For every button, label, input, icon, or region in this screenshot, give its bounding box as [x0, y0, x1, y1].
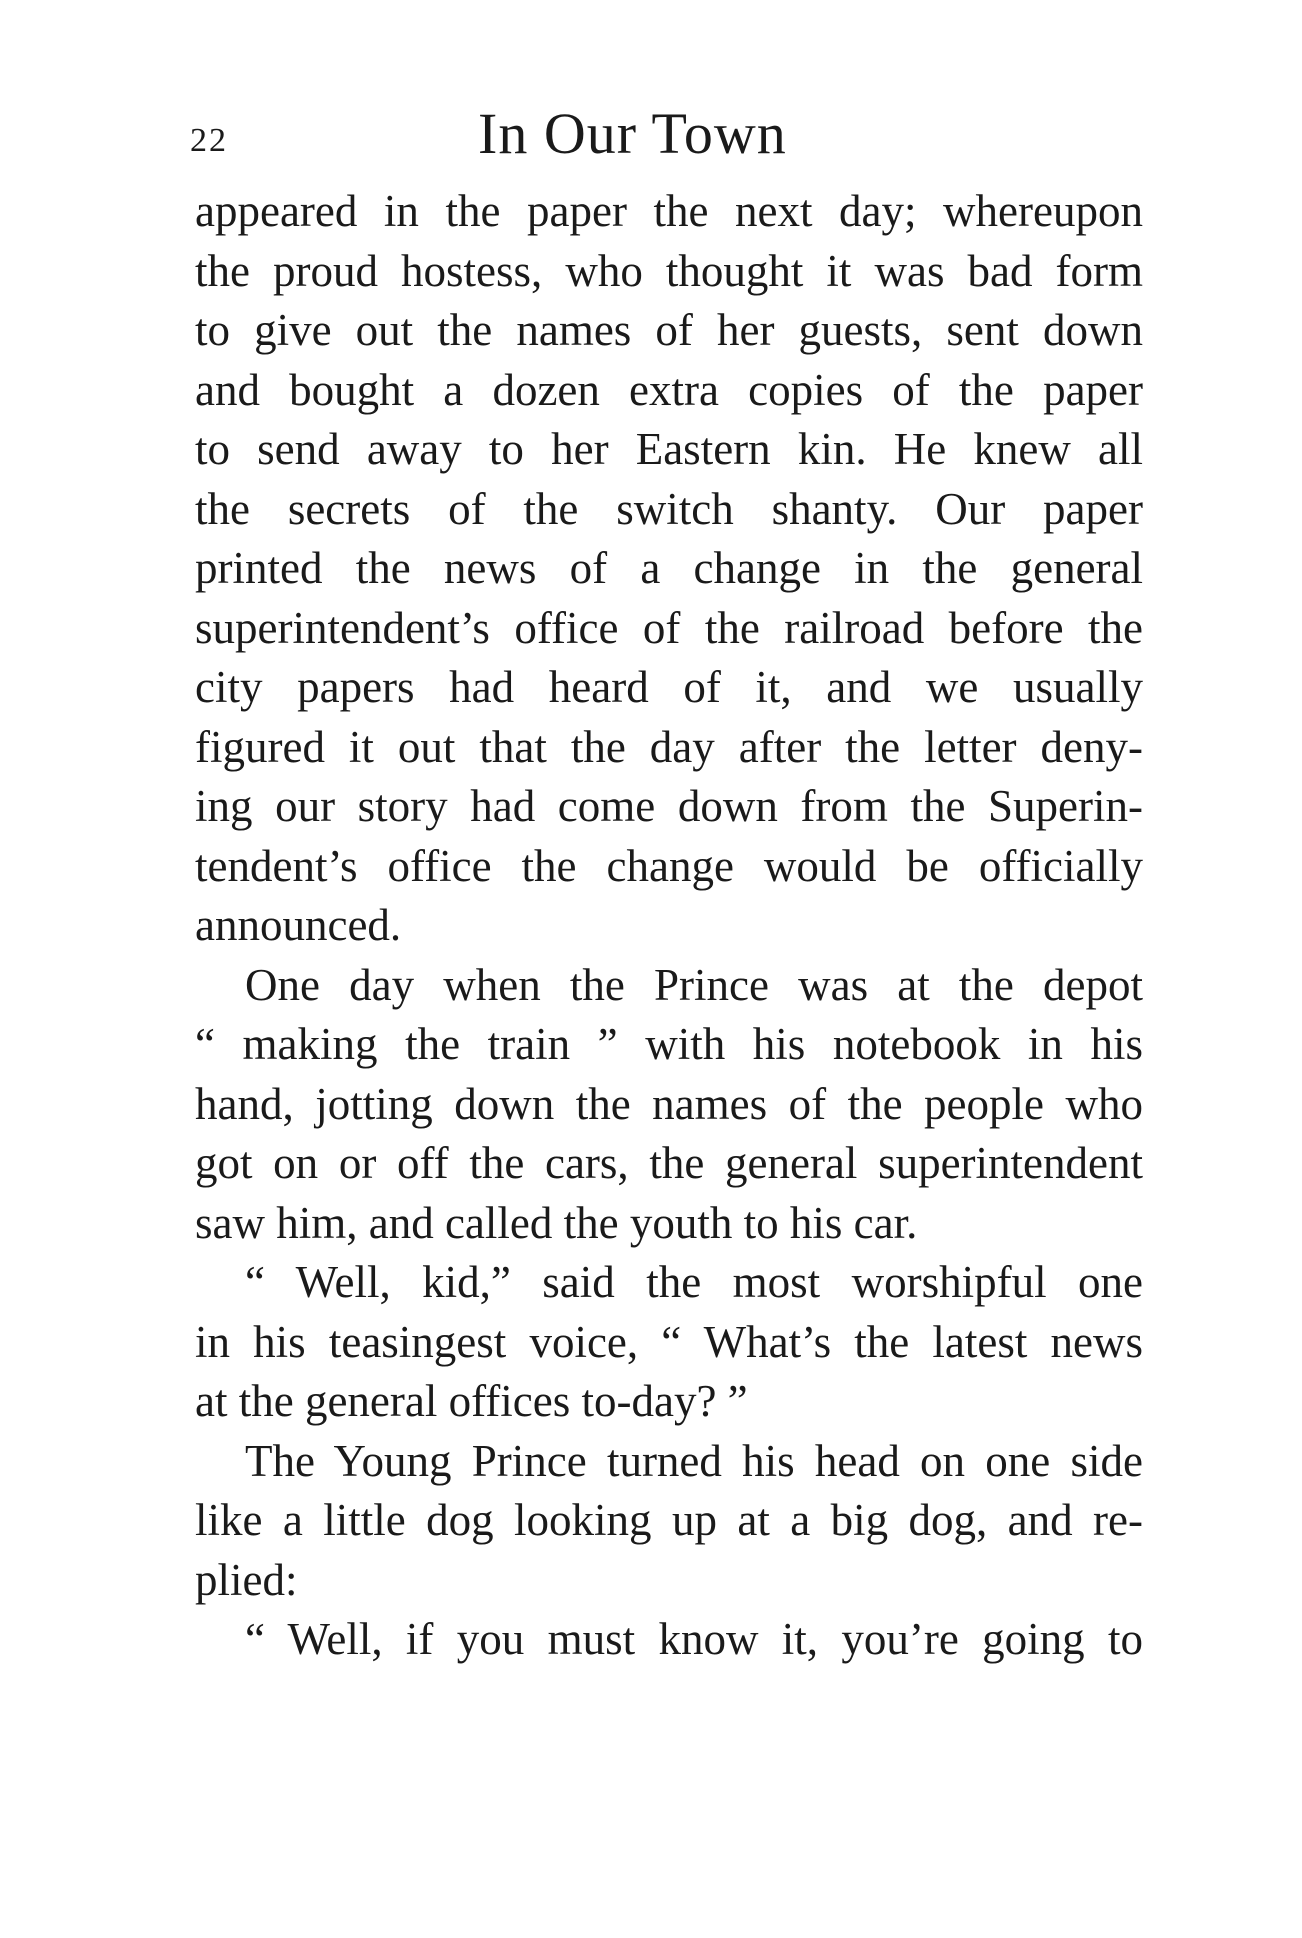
- text-line: the secrets of the switch shanty. Our paper: [195, 483, 1143, 534]
- text-line: got on or off the cars, the general superintendent: [195, 1138, 1143, 1188]
- text-line: tendent’s office the change would be officially: [195, 840, 1143, 891]
- text-line: One day when the Prince was at the depot: [245, 959, 1143, 1010]
- text-line: and bought a dozen extra copies of the paper: [195, 364, 1143, 415]
- text-line: figured it out that the day after the letter deny-: [195, 721, 1143, 772]
- text-line: appeared in the paper the next day; whereupon: [195, 186, 1143, 236]
- text-line: The Young Prince turned his head on one side: [245, 1435, 1143, 1486]
- text-line: like a little dog looking up at a big dog, and re-: [195, 1495, 1143, 1545]
- text-line: hand, jotting down the names of the people who: [195, 1078, 1143, 1129]
- page-header: [190, 100, 1150, 170]
- text-line: printed the news of a change in the general: [195, 543, 1143, 593]
- text-line: “ making the train ” with his notebook in his: [195, 1019, 1143, 1069]
- text-line: announced.: [195, 900, 402, 950]
- text-line: “ Well, if you must know it, you’re going to: [245, 1614, 1143, 1664]
- text-line: “ Well, kid,” said the most worshipful one: [245, 1257, 1143, 1307]
- page-number: 22: [190, 122, 228, 159]
- text-line: saw him, and called the youth to his car.: [195, 1197, 918, 1248]
- text-line: superintendent’s office of the railroad before the: [195, 602, 1143, 653]
- text-line: in his teasingest voice, “ What’s the latest news: [195, 1316, 1143, 1367]
- text-line: the proud hostess, who thought it was bad form: [195, 245, 1143, 296]
- text-line: city papers had heard of it, and we usually: [195, 662, 1143, 712]
- text-line: plied:: [195, 1554, 298, 1605]
- text-line: ing our story had come down from the Superin-: [195, 781, 1143, 831]
- running-title: In Our Town: [478, 101, 787, 166]
- body-text: [195, 182, 1143, 1670]
- text-line: to give out the names of her guests, sent down: [195, 305, 1143, 355]
- text-line: at the general offices to-day? ”: [195, 1376, 748, 1426]
- text-line: to send away to her Eastern kin. He knew all: [195, 424, 1143, 474]
